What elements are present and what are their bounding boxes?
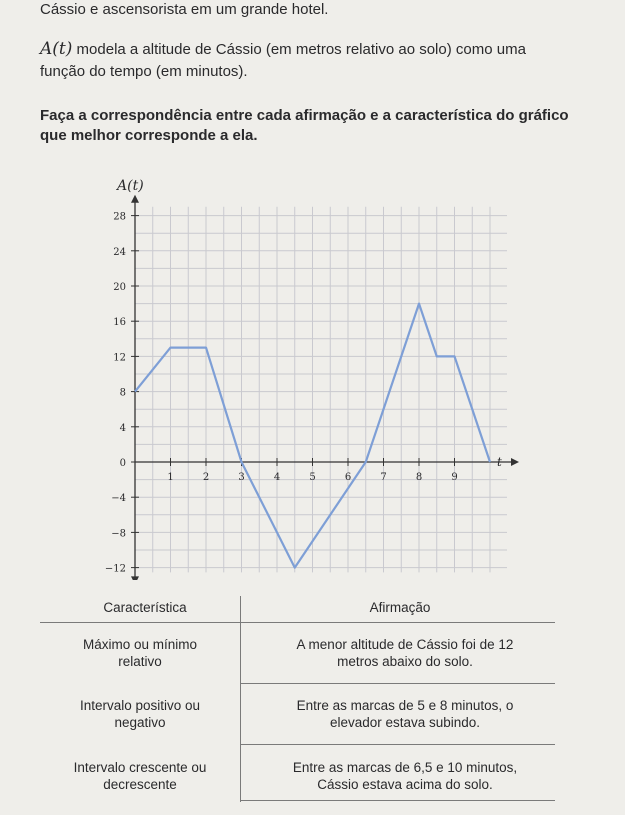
x-tick-label: 8: [415, 472, 423, 483]
y-tick-label: 16: [113, 317, 126, 329]
y-tick-label: 4: [119, 422, 126, 434]
x-tick-label: 6: [344, 472, 352, 483]
table-row-1-feature: [45, 636, 235, 670]
y-axis-arrow-up: [131, 195, 139, 203]
x-tick-label: 1: [167, 472, 174, 483]
table-row-3-feature: [45, 759, 235, 793]
y-tick-label: 28: [113, 211, 126, 223]
y-tick-label: −12: [104, 563, 126, 575]
table-row-2-feature-line-2: negativo: [114, 715, 166, 730]
chart-grid: [135, 207, 507, 573]
y-tick-label: 8: [119, 387, 126, 399]
y-tick-label: 24: [113, 246, 126, 258]
y-tick-label: −4: [111, 493, 126, 505]
x-tick-label: 2: [202, 472, 210, 483]
table-header-feature: Característica: [103, 600, 187, 615]
table-row-3-statement[interactable]: [250, 759, 560, 793]
table-row-3-statement-line-2: Cássio estava acima do solo.: [317, 777, 493, 792]
x-tick-label: 9: [451, 472, 458, 483]
x-axis-label: t: [497, 455, 502, 469]
table-row-2-statement[interactable]: [250, 697, 560, 731]
intro-line-3: função do tempo (em minutos).: [40, 63, 248, 80]
table-row-2-feature-line-1: Intervalo positivo ou: [79, 698, 201, 713]
x-axis-arrow: [511, 458, 519, 466]
table-row-3-feature-line-2: decrescente: [103, 777, 177, 792]
table-row-3-statement-line-1: Entre as marcas de 6,5 e 10 minutos,: [292, 760, 518, 775]
table-column-divider: [240, 596, 241, 802]
table-row-2-statement-line-1: Entre as marcas de 5 e 8 minutos, o: [296, 698, 514, 713]
intro-line-2: [40, 40, 526, 59]
table-header-statement: Afirmação: [369, 600, 431, 615]
table-header-divider: [40, 622, 555, 623]
instruction-line-1: Faça a correspondência entre cada afirmação e a característica do gráfico: [40, 107, 569, 124]
table-row-2-feature: [45, 697, 235, 731]
table-row-1-feature-line-1: Máximo ou mínimo: [82, 637, 198, 652]
x-tick-label: 3: [238, 472, 245, 483]
table-row-1-statement-line-1: A menor altitude de Cássio foi de 12: [296, 637, 514, 652]
table-row-1-divider: [240, 683, 555, 684]
intro-line-2-text: modela a altitude de Cássio (em metros relativo ao solo) como uma: [72, 41, 526, 58]
instruction-line-2: que melhor corresponde a ela.: [40, 127, 258, 144]
altitude-chart: [0, 170, 625, 580]
table-row-1-feature-line-2: relativo: [118, 654, 162, 669]
y-tick-label: −8: [111, 528, 126, 540]
x-tick-label: 7: [380, 472, 387, 483]
table-row-2-statement-line-2: elevador estava subindo.: [329, 715, 481, 730]
x-tick-label: 4: [273, 472, 281, 483]
y-tick-label: 12: [113, 352, 126, 364]
table-row-1-statement[interactable]: [250, 636, 560, 670]
x-tick-label: 5: [309, 472, 316, 483]
y-axis-arrow-down: [131, 576, 139, 580]
function-name: A(t): [40, 39, 73, 59]
y-axis-label: A(t): [117, 178, 144, 194]
table-row-2-divider: [240, 744, 555, 745]
chart-ticks: [105, 212, 458, 575]
table-row-3-feature-line-1: Intervalo crescente ou: [73, 760, 207, 775]
y-tick-label: 20: [113, 282, 126, 293]
table-row-1-statement-line-2: metros abaixo do solo.: [337, 654, 473, 669]
table-row-3-divider: [240, 800, 555, 801]
intro-line-1: Cássio e ascensorista em um grande hotel.: [40, 1, 329, 18]
y-tick-label: 0: [119, 458, 126, 469]
